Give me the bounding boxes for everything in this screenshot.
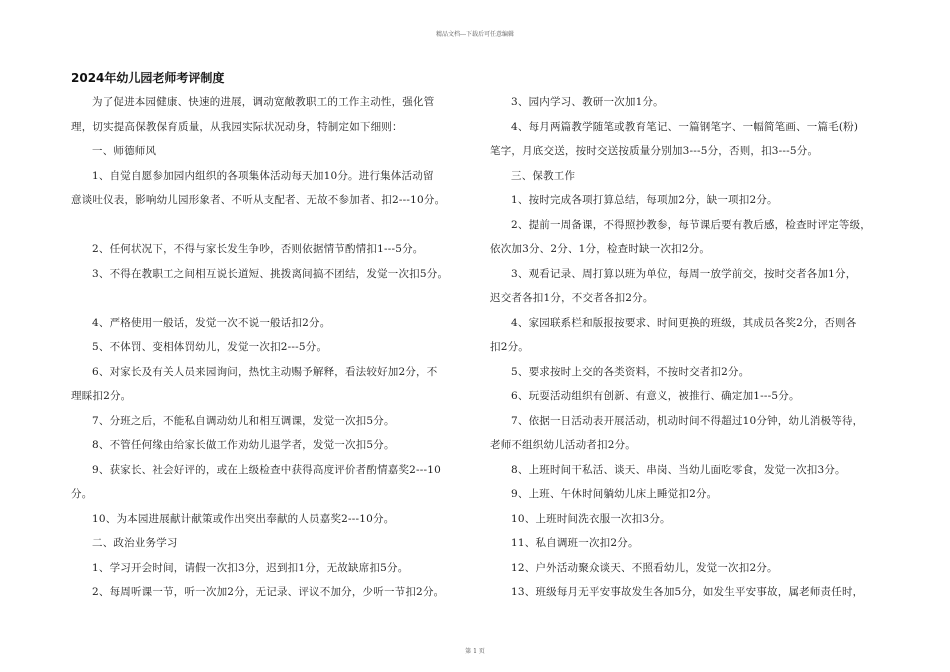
paragraph-line: 9、上班、午休时间躺幼儿床上睡觉扣2分。 xyxy=(511,488,718,500)
paragraph-line: 为了促进本园健康、快速的进展，调动宽敞教职工的工作主动性，强化管 xyxy=(92,96,435,108)
paragraph-line: 7、依据一日活动表开展活动，机动时间不得超过10分钟，幼儿消极等待， xyxy=(511,414,864,427)
right-column xyxy=(490,90,890,605)
document-title: 2024年幼儿园老师考评制度 xyxy=(71,71,225,85)
paragraph-line: 三、保教工作 xyxy=(511,169,576,182)
page-footer: 第 1 页 xyxy=(465,648,485,655)
page-header: 精品文档---下载后可任意编辑 xyxy=(435,31,515,38)
paragraph-line: 8、上班时间干私活、谈天、串岗、当幼儿面吃零食，发觉一次扣3分。 xyxy=(511,463,846,476)
paragraph-line: 10、上班时间洗衣服一次扣3分。 xyxy=(511,512,671,525)
paragraph-line: 4、严格使用一般话，发觉一次不说一般话扣2分。 xyxy=(92,316,331,329)
paragraph-line: 意谈吐仪表，影响幼儿园形象者、不听从支配者、无故不参加者、扣2---10分。 xyxy=(71,194,446,206)
paragraph-line: 2、每周听课一节，听一次加2分，无记录、评议不加分，少听一节扣2分。 xyxy=(92,586,445,598)
paragraph-line: 理睬扣2分。 xyxy=(71,390,132,402)
paragraph-line: 2、提前一周备课，不得照抄教参，每节课后要有教后感，检查时评定等级， xyxy=(511,218,871,231)
blank-line xyxy=(71,213,471,238)
paragraph-line: 5、要求按时上交的各类资料，不按时交者扣2分。 xyxy=(511,365,750,378)
paragraph-line: 一、师德师风 xyxy=(92,145,157,157)
paragraph-line: 6、对家长及有关人员来园询问，热忱主动赐予解释，看法较好加2分，不 xyxy=(92,365,438,378)
paragraph-line: 5、不体罚、变相体罚幼儿，发觉一次扣2---5分。 xyxy=(92,341,328,353)
paragraph-line: 3、观看记录、周打算以班为单位，每周一放学前交，按时交者各加1分， xyxy=(511,267,857,280)
paragraph-line: 4、每月两篇教学随笔或教育笔记、一篇钢笔字、一幅简笔画、一篇毛(粉) xyxy=(511,120,859,133)
paragraph-line: 理，切实提高保教保育质量，从我园实际状况动身，特制定如下细则： xyxy=(71,120,403,133)
paragraph-line: 7、分班之后，不能私自调动幼儿和相互调课，发觉一次扣5分。 xyxy=(92,414,395,427)
paragraph-line: 12、户外活动聚众谈天、不照看幼儿，发觉一次扣2分。 xyxy=(511,561,778,574)
paragraph-line: 依次加3分、2分、1分，检查时缺一次扣2分。 xyxy=(490,243,711,255)
paragraph-line: 老师不组织幼儿活动者扣2分。 xyxy=(490,439,636,451)
paragraph-line: 13、班级每月无平安事故发生各加5分，如发生平安事故，属老师责任时， xyxy=(511,586,864,598)
paragraph-line: 3、园内学习、教研一次加1分。 xyxy=(511,96,664,108)
left-column xyxy=(71,90,471,605)
paragraph-line: 分。 xyxy=(71,488,93,500)
paragraph-line: 8、不管任何缘由给家长做工作劝幼儿退学者，发觉一次扣5分。 xyxy=(92,439,395,451)
paragraph-line: 1、按时完成各项打算总结，每项加2分，缺一项扣2分。 xyxy=(511,194,778,206)
paragraph-line: 1、学习开会时间，请假一次扣3分，迟到扣1分，无故缺席扣5分。 xyxy=(92,561,409,574)
paragraph-line: 2、任何状况下，不得与家长发生争吵，否则依据情节酌情扣1---5分。 xyxy=(92,243,424,255)
paragraph-line: 扣2分。 xyxy=(490,341,529,353)
paragraph-line: 迟交者各扣1分，不交者各扣2分。 xyxy=(490,292,654,304)
paragraph-line: 11、私自调班一次扣2分。 xyxy=(511,537,639,549)
paragraph-line: 10、为本园进展献计献策或作出突出奉献的人员嘉奖2---10分。 xyxy=(92,512,395,525)
paragraph-line: 9、获家长、社会好评的，或在上级检查中获得高度评价者酌情嘉奖2---10 xyxy=(92,463,442,476)
paragraph-line: 6、玩耍活动组织有创新、有意义，被推行、确定加1---5分。 xyxy=(511,390,800,402)
paragraph-line: 1、自觉自愿参加园内组织的各项集体活动每天加10分。进行集体活动留 xyxy=(92,169,434,182)
paragraph-line: 4、家园联系栏和版报按要求、时间更换的班级，其成员各奖2分，否则各 xyxy=(511,316,857,329)
blank-line xyxy=(71,286,471,311)
paragraph-line: 笔字，月底交送，按时交送按质量分别加3---5分，否则，扣3---5分。 xyxy=(490,145,819,157)
paragraph-line: 3、不得在教职工之间相互说长道短、挑拨离间搞不团结，发觉一次扣5分。 xyxy=(92,267,449,280)
paragraph-line: 二、政治业务学习 xyxy=(92,537,178,549)
